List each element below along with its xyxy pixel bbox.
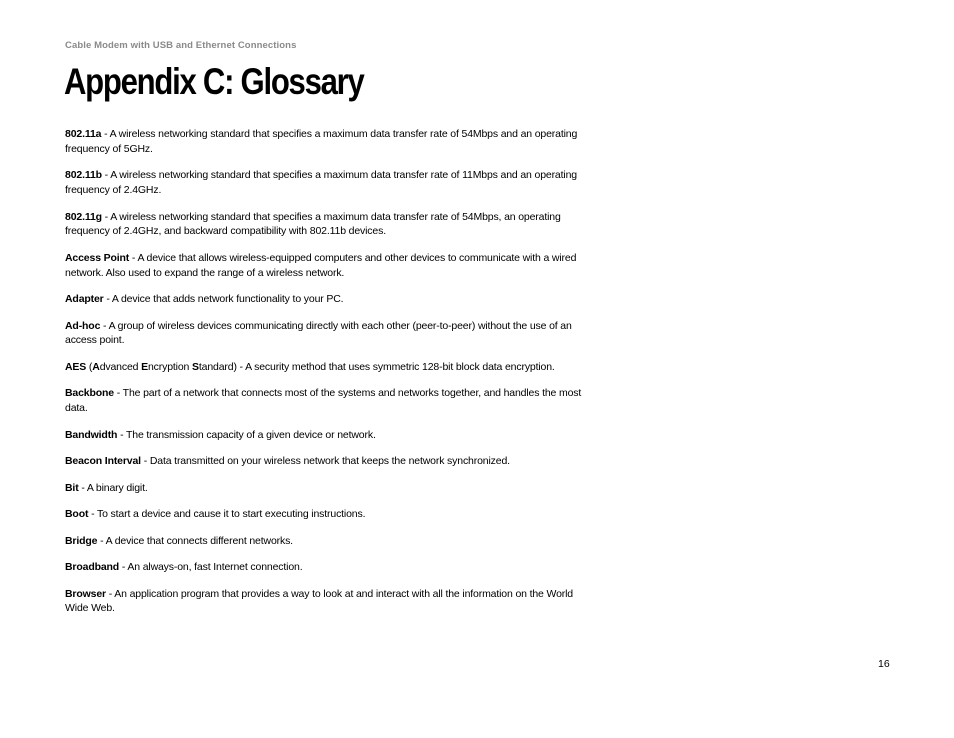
glossary-term: Ad-hoc (65, 319, 101, 332)
glossary-term: 802.11a (65, 128, 102, 140)
glossary-term: Access Point (65, 251, 130, 264)
glossary-definition: - A wireless networking standard that specifies a maximum data transfer rate of 54Mbps, an operating frequency of 2.4GHz, and backward compatibility with 802.11b devices. (65, 210, 561, 238)
glossary-list (65, 127, 595, 628)
glossary-term: Adapter (65, 293, 104, 306)
glossary-definition: - A group of wireless devices communicating directly with each other (peer-to-peer) without the use of an access point. (65, 319, 572, 347)
glossary-term: Bridge (65, 534, 98, 547)
aes-open: ( (86, 360, 93, 373)
glossary-term: Broadband (65, 561, 120, 574)
aes-close: ) - A security method that uses symmetric 128-bit block data encryption. (233, 360, 555, 373)
glossary-definition: - A wireless networking standard that specifies a maximum data transfer rate of 54Mbps and an operating frequency of 5GHz. (65, 128, 578, 155)
glossary-entry-802-11b (65, 168, 595, 198)
glossary-entry-adapter (65, 292, 595, 307)
glossary-entry-access-point (65, 251, 595, 281)
aes-rest-a: dvanced (99, 360, 142, 373)
aes-initial-s: S (192, 360, 199, 373)
glossary-entry-broadband (65, 560, 595, 575)
glossary-entry-aes (65, 360, 595, 375)
aes-initial-e: E (141, 360, 148, 373)
glossary-definition: - To start a device and cause it to start executing instructions. (88, 508, 366, 521)
glossary-definition: - A device that adds network functionality to your PC. (103, 293, 344, 306)
glossary-term: Browser (65, 587, 106, 600)
running-header: Cable Modem with USB and Ethernet Connections (65, 40, 297, 51)
page-title: Appendix C: Glossary (64, 61, 364, 102)
glossary-definition: - Data transmitted on your wireless network that keeps the network synchronized. (140, 455, 510, 468)
glossary-entry-backbone (65, 386, 595, 416)
glossary-entry-bandwidth (65, 428, 595, 443)
glossary-term: Boot (65, 508, 89, 521)
glossary-definition: - An application program that provides a way to look at and interact with all the information on the World Wide Web. (65, 587, 573, 615)
glossary-definition: - A binary digit. (78, 481, 148, 494)
aes-rest-s: tandard (198, 360, 234, 373)
glossary-definition: - The transmission capacity of a given device or network. (117, 428, 376, 441)
glossary-entry-ad-hoc (65, 319, 595, 349)
glossary-term: Backbone (65, 387, 114, 400)
glossary-entry-bridge (65, 534, 595, 549)
glossary-entry-bit (65, 481, 595, 496)
glossary-term: 802.11g (65, 210, 102, 223)
glossary-term: Beacon Interval (65, 455, 141, 468)
glossary-definition: - A wireless networking standard that specifies a maximum data transfer rate of 11Mbps and an operating frequency of 2.4GHz. (65, 169, 577, 197)
glossary-term: Bandwidth (65, 428, 118, 441)
glossary-entry-beacon-interval (65, 454, 595, 469)
glossary-definition: - The part of a network that connects most of the systems and networks together, and handles the most data. (65, 387, 582, 415)
glossary-definition: - A device that allows wireless-equipped computers and other devices to communicate with a wired network. Also used to expand the range of a wireless network. (65, 251, 577, 279)
aes-initial-a: A (92, 360, 100, 373)
page-number: 16 (878, 658, 890, 670)
glossary-definition: - A device that connects different networks. (97, 534, 293, 547)
glossary-term: AES (65, 360, 87, 373)
glossary-term: Bit (65, 481, 79, 494)
aes-rest-e: ncryption (147, 360, 193, 373)
glossary-entry-802-11g (65, 210, 595, 240)
glossary-term: 802.11b (65, 169, 102, 182)
glossary-entry-browser (65, 587, 595, 617)
glossary-definition: - An always-on, fast Internet connection. (119, 561, 303, 574)
glossary-entry-802-11a (65, 127, 595, 157)
glossary-entry-boot (65, 507, 595, 522)
